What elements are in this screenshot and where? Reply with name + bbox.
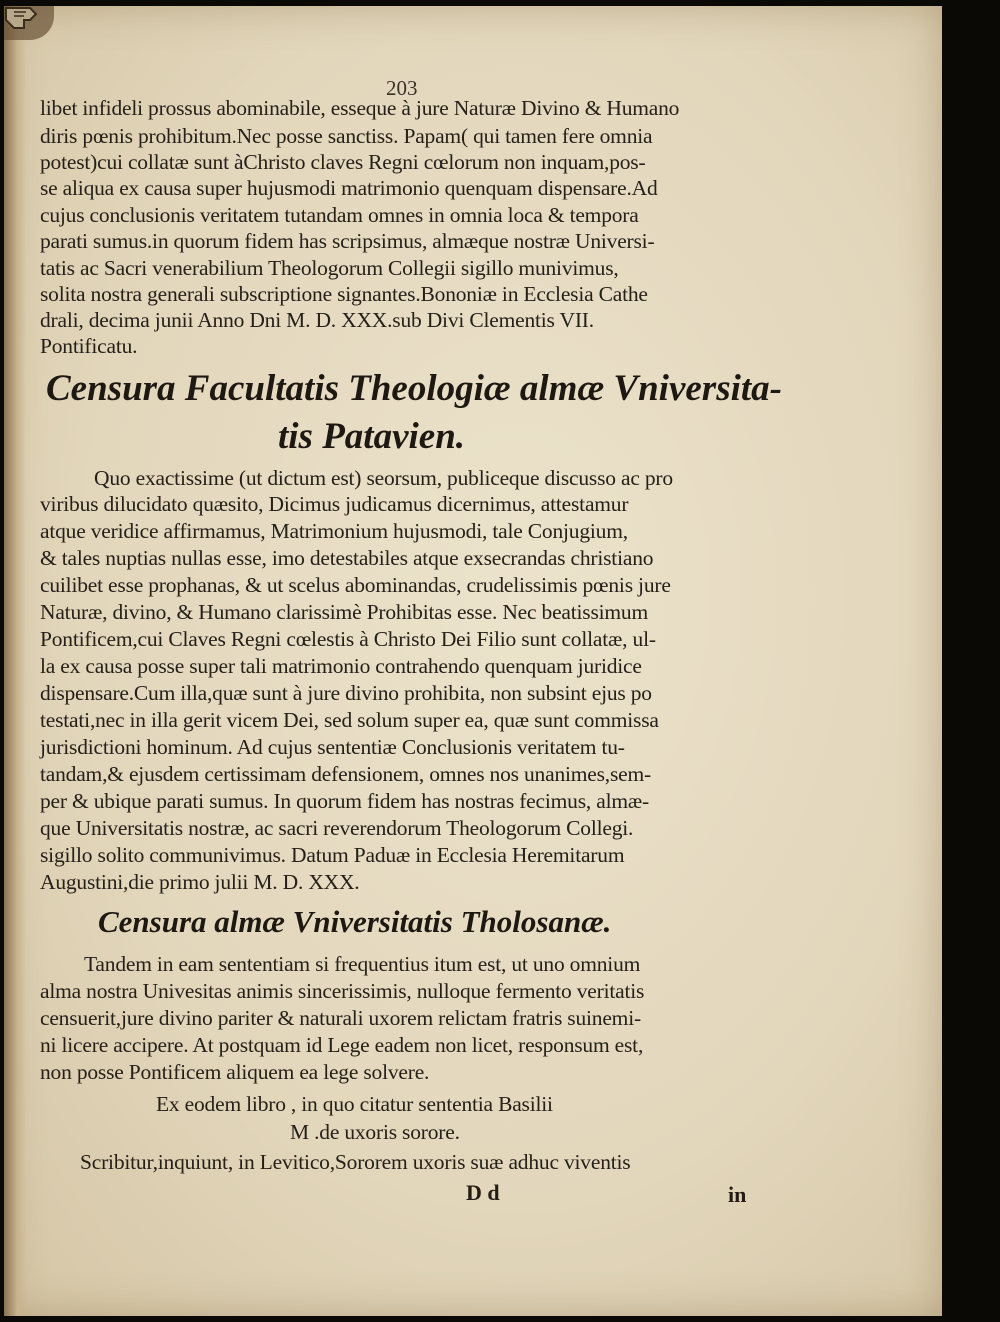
p3-line: alma nostra Univesitas animis sincerissimis, nulloque fermento veritatis [40,979,645,1003]
p4-line: Ex eodem libro , in quo citatur sententia Basilii [156,1092,553,1116]
p2-line: atque veridice affirmamus, Matrimonium hujusmodi, tale Conjugium, [40,519,628,543]
p2-line: dispensare.Cum illa,quæ sunt à jure divino prohibita, non subsint ejus po [40,681,652,705]
p2-line: Naturæ, divino, & Humano clarissimè Prohibitas esse. Nec beatissimum [40,600,649,624]
p2-line: per & ubique parati sumus. In quorum fidem has nostras fecimus, almæ- [40,789,649,813]
p1-line: potest)cui collatæ sunt àChristo claves Regni cœlorum non inquam,pos- [40,150,646,174]
book-page [4,6,942,1316]
p3-line: censuerit,jure divino pariter & naturali uxorem relictam fratris suinemi- [40,1006,641,1030]
p2-line: viribus dilucidato quæsito, Dicimus judicamus dicernimus, attestamur [40,492,629,516]
p1-line: cujus conclusionis veritatem tutandam omnes in omnia loca & tempora [40,203,639,227]
page-number: 203 [386,76,418,100]
p1-line: drali, decima junii Anno Dni M. D. XXX.sub Divi Clementis VII. [40,308,594,332]
p1-line: solita nostra generali subscriptione signantes.Bononiæ in Ecclesia Cathe [40,282,648,306]
p2-line: Augustini,die primo julii M. D. XXX. [40,870,360,894]
p2-line: Quo exactissime (ut dictum est) seorsum, publiceque discusso ac pro [94,466,673,490]
p2-line: tandam,& ejusdem certissimam defensionem, omnes nos unanimes,sem- [40,762,651,786]
p2-line: jurisdictioni hominum. Ad cujus sententiæ Conclusionis veritatem tu- [40,735,625,759]
p2-line: cuilibet esse prophanas, & ut scelus abominandas, crudelissimis pœnis jure [40,573,671,597]
p1-line: libet infideli prossus abominabile, esseque à jure Naturæ Divino & Humano [40,96,680,120]
p2-line: Pontificem,cui Claves Regni cœlestis à Christo Dei Filio sunt collatæ, ul- [40,627,656,651]
p4-line: M .de uxoris sorore. [290,1120,460,1144]
p3-line: ni licere accipere. At postquam id Lege eadem non licet, responsum est, [40,1033,644,1057]
p2-line: testati,nec in illa gerit vicem Dei, sed solum super ea, quæ sunt commissa [40,708,659,732]
p5-line: Scribitur,inquiunt, in Levitico,Sororem uxoris suæ adhuc viventis [80,1150,631,1174]
hand-cursor-icon [0,0,48,38]
section-heading-continuation: tis Patavien. [278,416,466,457]
p2-line: & tales nuptias nullas esse, imo detestabiles atque exsecrandas christiano [40,546,654,570]
p1-line: se aliqua ex causa super hujusmodi matrimonio quenquam dispensare.Ad [40,176,658,200]
section-heading: Censura Facultatis Theologiæ almæ Vniversita- [46,368,782,409]
p1-line: Pontificatu. [40,334,138,358]
catchword: in [728,1182,747,1207]
p3-line: non posse Pontificem aliquem ea lege solvere. [40,1060,430,1084]
p1-line: tatis ac Sacri venerabilium Theologorum Collegii sigillo munivimus, [40,256,619,280]
p2-line: la ex causa posse super tali matrimonio contrahendo quenquam juridice [40,654,642,678]
binding-edge [4,6,26,1316]
p2-line: que Universitatis nostræ, ac sacri reverendorum Theologorum Collegi. [40,816,634,840]
signature-mark: D d [466,1180,500,1205]
p1-line: diris pœnis prohibitum.Nec posse sanctiss. Papam( qui tamen fere omnia [40,124,653,148]
p2-line: sigillo solito communivimus. Datum Paduæ in Ecclesia Heremitarum [40,843,625,867]
p1-line: parati sumus.in quorum fidem has scripsimus, almæque nostræ Universi- [40,229,655,253]
section-heading: Censura almæ Vniversitatis Tholosanæ. [98,904,612,939]
p3-line: Tandem in eam sententiam si frequentius itum est, ut uno omnium [84,952,641,976]
